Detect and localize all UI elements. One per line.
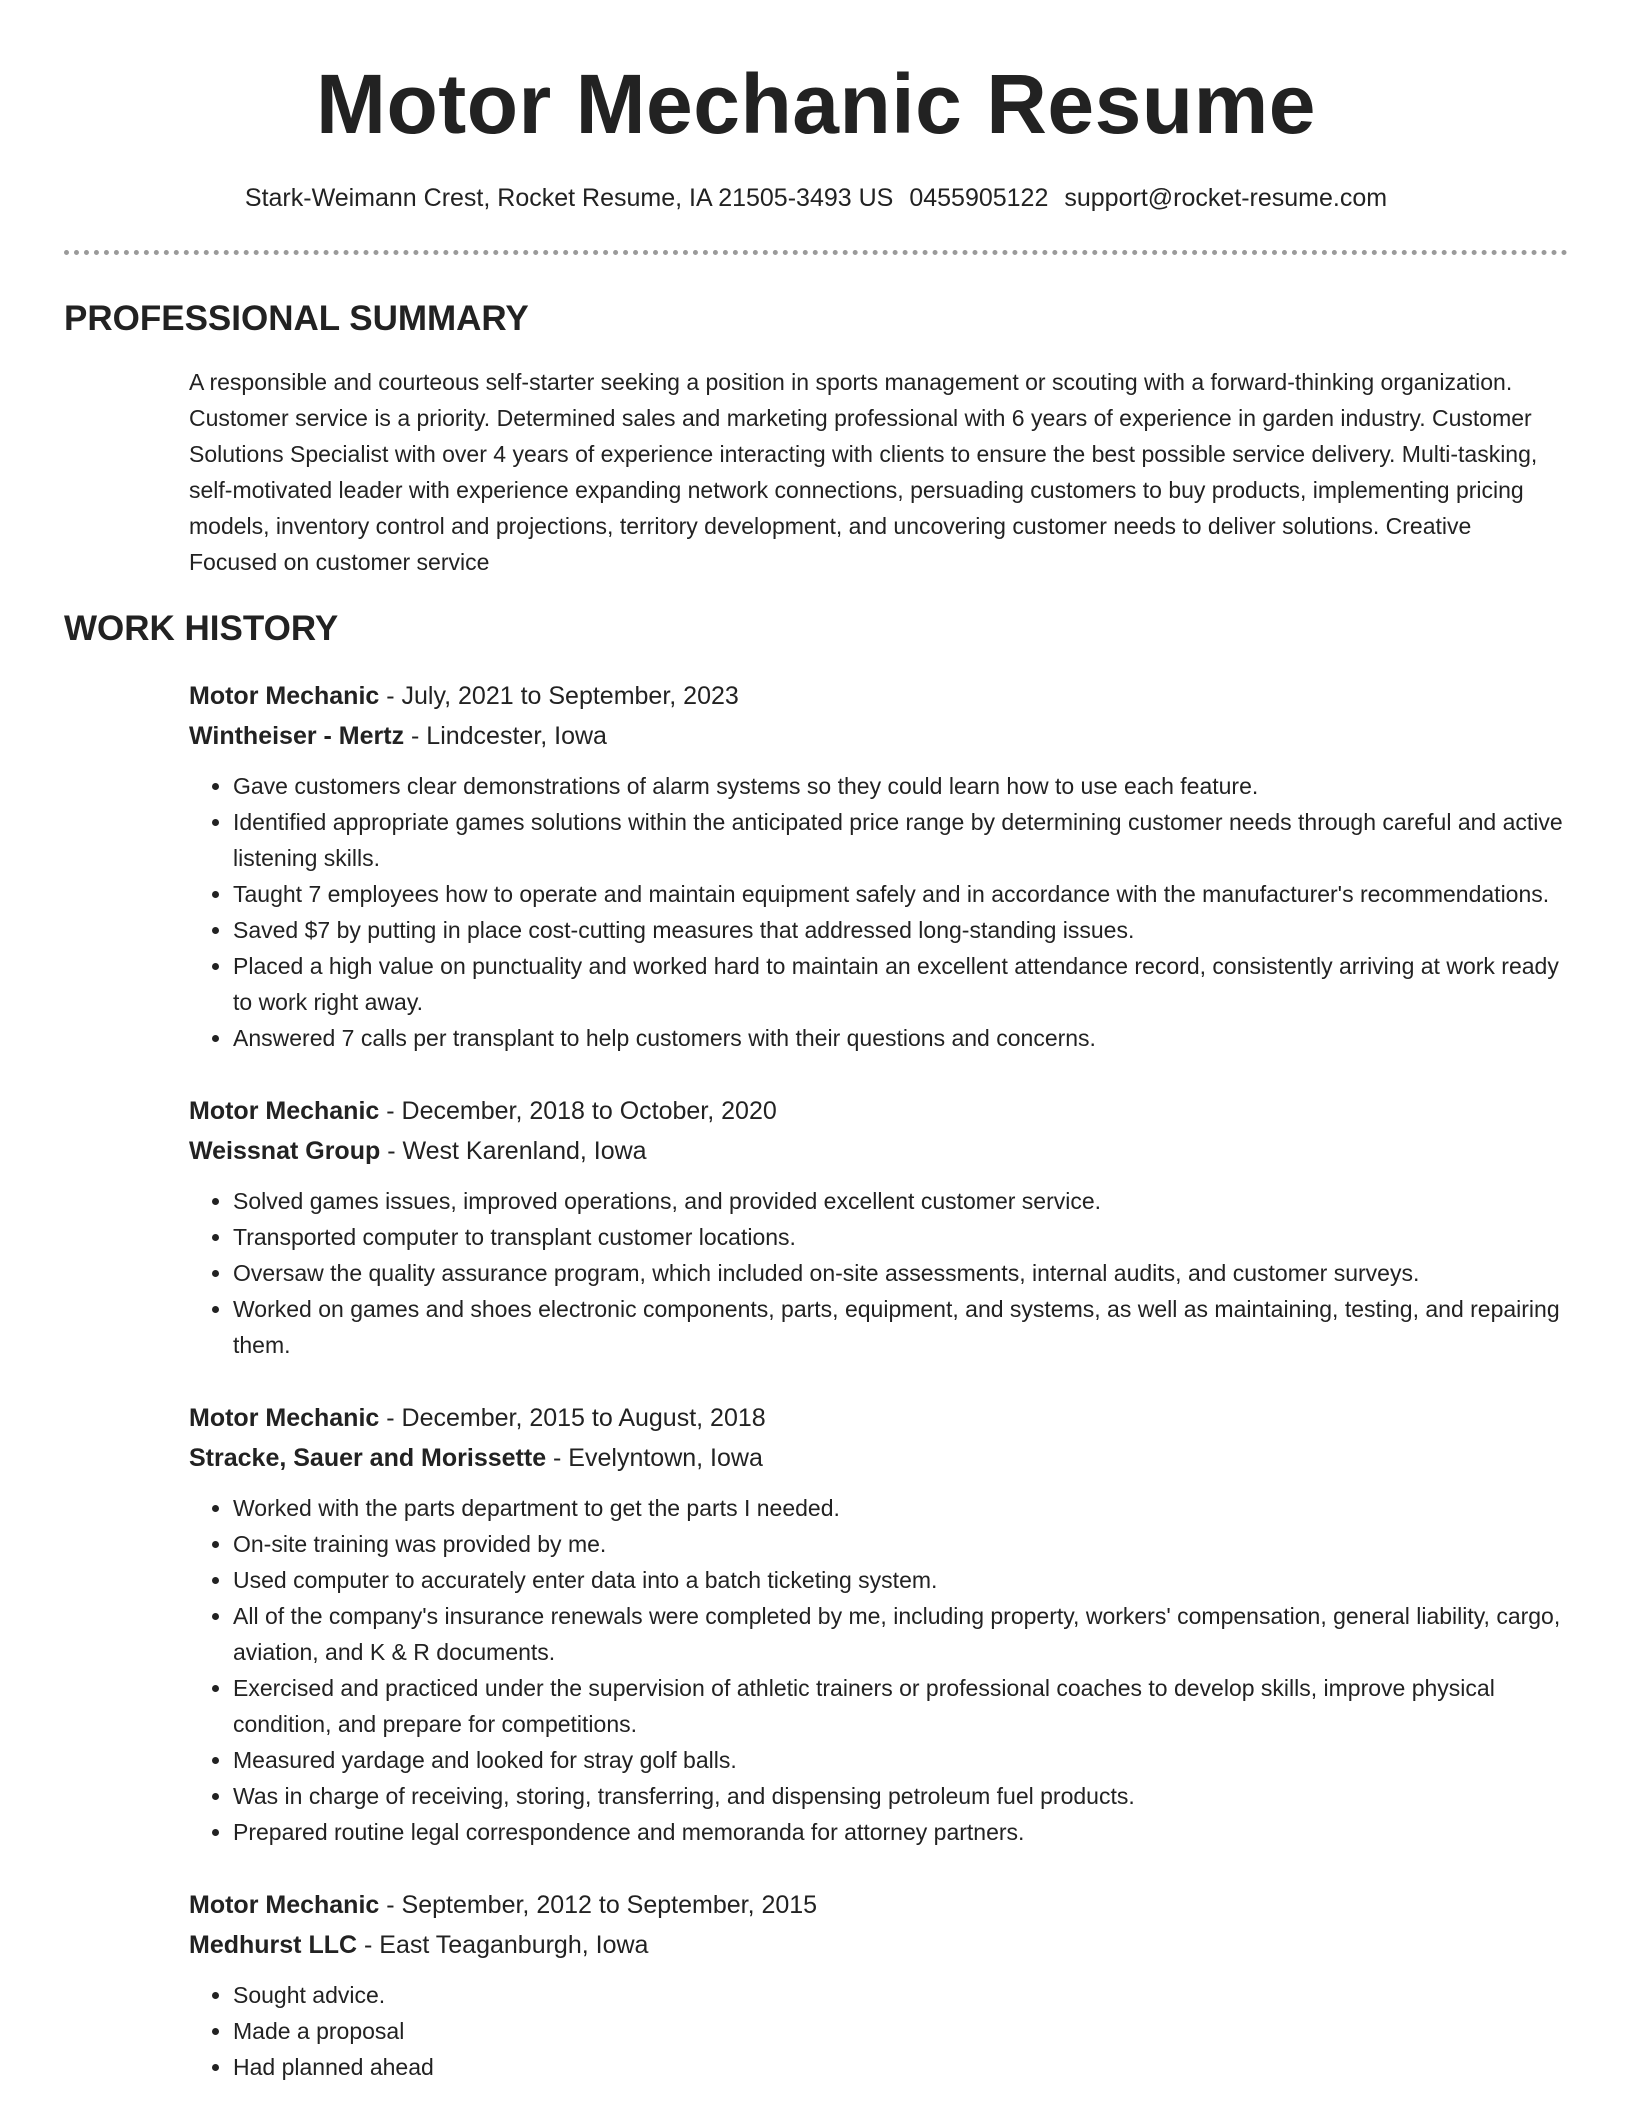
job-bullet: • Prepared routine legal correspondence and memoranda for attorney partners.	[233, 1814, 1569, 1850]
job-company-line	[189, 716, 1569, 756]
job-bullet: • On-site training was provided by me.	[233, 1526, 1569, 1562]
job-title-line	[189, 1885, 1569, 1925]
job-bullet: • Measured yardage and looked for stray golf balls.	[233, 1742, 1569, 1778]
job-bullet: • Oversaw the quality assurance program, which included on-site assessments, internal audits, and customer surveys.	[233, 1255, 1569, 1291]
job-company-line	[189, 1131, 1569, 1171]
job-dates: - July, 2021 to September, 2023	[379, 682, 739, 710]
job-company-line	[189, 1438, 1569, 1478]
header-divider	[64, 250, 1568, 255]
contact-email: support@rocket-resume.com	[1064, 184, 1388, 212]
job-bullet: • Solved games issues, improved operations, and provided excellent customer service.	[233, 1183, 1569, 1219]
job-bullets	[189, 1490, 1569, 1850]
job-dates: - September, 2012 to September, 2015	[379, 1891, 818, 1919]
job-bullets	[189, 1977, 1569, 2085]
job-bullet: • Sought advice.	[233, 1977, 1569, 2013]
job-role: Motor Mechanic	[189, 1097, 380, 1125]
job-bullet: • Answered 7 calls per transplant to help customers with their questions and concerns.	[233, 1020, 1569, 1056]
work-history-heading: WORK HISTORY	[64, 609, 339, 648]
summary-heading: PROFESSIONAL SUMMARY	[64, 299, 529, 338]
job-bullets	[189, 1183, 1569, 1363]
job-bullet: • Had planned ahead	[233, 2049, 1569, 2085]
contact-line	[0, 178, 1632, 218]
work-history-list	[189, 676, 1569, 2112]
job-bullet: • Placed a high value on punctuality and worked hard to maintain an excellent attendance record, consistently arriving at work ready to work right away.	[233, 948, 1569, 1020]
job-role: Motor Mechanic	[189, 1404, 380, 1432]
job-entry	[189, 676, 1569, 1056]
job-dates: - December, 2015 to August, 2018	[379, 1404, 766, 1432]
job-bullets	[189, 768, 1569, 1056]
contact-address: Stark-Weimann Crest, Rocket Resume, IA 21505-3493 US	[244, 184, 894, 212]
job-title-line	[189, 676, 1569, 716]
job-bullet: • Worked with the parts department to get the parts I needed.	[233, 1490, 1569, 1526]
job-bullet: • Identified appropriate games solutions within the anticipated price range by determining customer needs through careful and active listening skills.	[233, 804, 1569, 876]
job-bullet: • Transported computer to transplant customer locations.	[233, 1219, 1569, 1255]
job-entry	[189, 1398, 1569, 1850]
job-bullet: • Made a proposal	[233, 2013, 1569, 2049]
contact-phone: 0455905122	[909, 184, 1049, 212]
job-company: Weissnat Group	[189, 1137, 381, 1165]
resume-title: Motor Mechanic Resume	[315, 57, 1317, 151]
job-title-line	[189, 1398, 1569, 1438]
job-bullet: • Used computer to accurately enter data into a batch ticketing system.	[233, 1562, 1569, 1598]
job-role: Motor Mechanic	[189, 682, 380, 710]
job-role: Motor Mechanic	[189, 1891, 380, 1919]
job-bullet: • Exercised and practiced under the supervision of athletic trainers or professional coaches to develop skills, improve physical condition, and prepare for competitions.	[233, 1670, 1569, 1742]
job-bullet: • Taught 7 employees how to operate and maintain equipment safely and in accordance with the manufacturer's recommendations.	[233, 876, 1569, 912]
job-bullet: • Saved $7 by putting in place cost-cutting measures that addressed long-standing issues.	[233, 912, 1569, 948]
job-entry	[189, 1091, 1569, 1363]
job-bullet: • Worked on games and shoes electronic components, parts, equipment, and systems, as well as maintaining, testing, and repairing them.	[233, 1291, 1569, 1363]
job-location: - West Karenland, Iowa	[380, 1137, 647, 1165]
job-bullet: • Was in charge of receiving, storing, transferring, and dispensing petroleum fuel products.	[233, 1778, 1569, 1814]
job-location: - Lindcester, Iowa	[404, 722, 607, 750]
job-bullet: • Gave customers clear demonstrations of alarm systems so they could learn how to use each feature.	[233, 768, 1569, 804]
job-location: - East Teaganburgh, Iowa	[357, 1931, 649, 1959]
job-company: Medhurst LLC	[189, 1931, 358, 1959]
job-title-line	[189, 1091, 1569, 1131]
job-company-line	[189, 1925, 1569, 1965]
job-dates: - December, 2018 to October, 2020	[379, 1097, 777, 1125]
job-company: Wintheiser - Mertz	[189, 722, 405, 750]
job-company: Stracke, Sauer and Morissette	[189, 1444, 547, 1472]
job-entry	[189, 1885, 1569, 2085]
job-bullet: • All of the company's insurance renewals were completed by me, including property, workers' compensation, general liability, cargo, aviation, and K & R documents.	[233, 1598, 1569, 1670]
job-location: - Evelyntown, Iowa	[546, 1444, 763, 1472]
summary-text: A responsible and courteous self-starter seeking a position in sports management or scouting with a forward-thinking organization. Customer service is a priority. Determined sales and marketing professional with 6 years of experience in garden industry. Customer Solutions Specialist with over 4 years of experience interacting with clients to ensure the best possible service delivery. Multi-tasking, self-motivated leader with experience expanding network connections, persuading customers to buy products, implementing pricing models, inventory control and projections, territory development, and uncovering customer needs to deliver solutions. Creative Focused on customer service	[189, 369, 1538, 575]
